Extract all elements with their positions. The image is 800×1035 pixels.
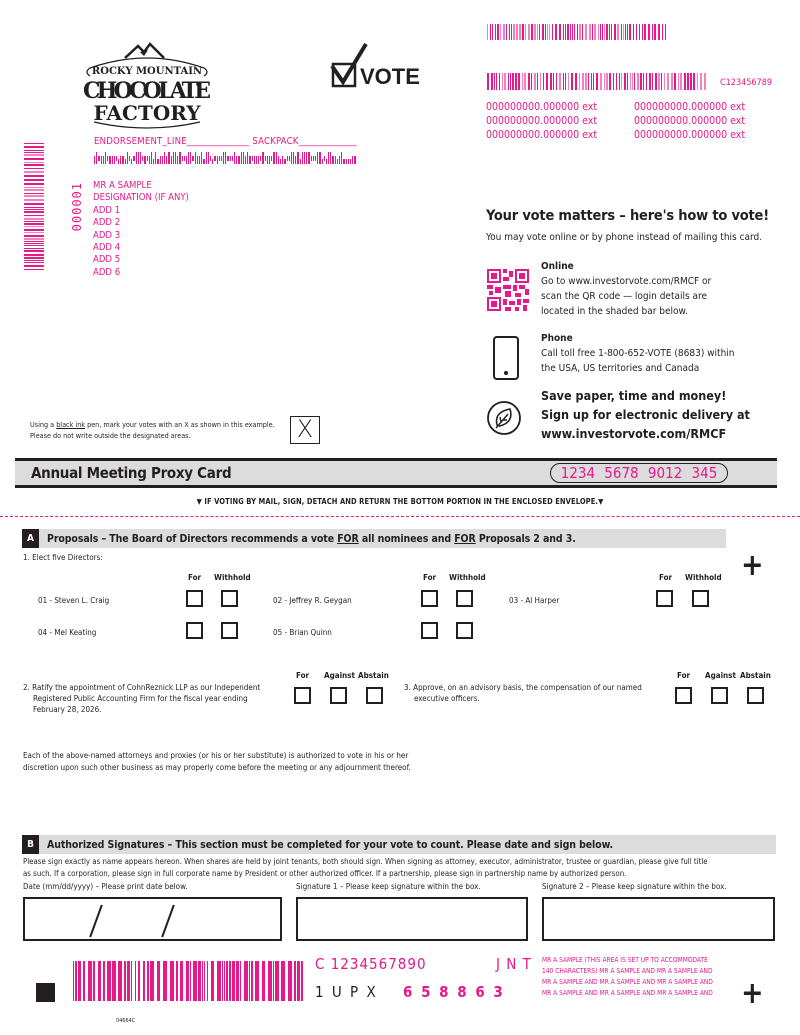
signature-2-box[interactable] [542,897,775,941]
bottom-barcode [73,961,305,1001]
nominee-label: 02 - Jeffrey R. Geygan [273,596,352,605]
section-b-header [22,835,776,854]
registration-plus-mark: + [741,976,764,1011]
nominee-01-for-checkbox[interactable] [186,590,203,607]
nominee-label: 05 - Brian Quinn [273,628,332,637]
example-mark-box: X [290,416,320,444]
vote-logo [330,42,420,92]
discretion-text: Each of the above-named attorneys and proxies (or his or her substitute) is authorized to vote in his or her discretion upon such other business as may properly come before the meeting or any adjournment thereof. [23,751,411,772]
ext-code: 000000000.000000 ext [634,115,746,127]
online-heading: Online [541,261,574,272]
edelivery-line: Sign up for electronic delivery at [541,407,750,422]
footer-fine-print: MR A SAMPLE (THIS AREA IS SET UP TO ACCOMMODATE 140 CHARACTERS) MR A SAMPLE AND MR A SAMPLE AND MR A SAMPLE AND MR A SAMPLE AND MR A SAMPLE AND MR A SAMPLE AND MR A SAMPLE AND MR A SAMPLE AND [542,956,713,997]
nominee-label: 01 - Steven L. Craig [38,596,110,605]
registration-square [36,983,55,1002]
column-header-withhold: Withhold [449,573,486,582]
ext-code: 000000000.000000 ext [634,129,746,141]
address-line: ADD 4 [93,242,121,254]
registration-plus-mark: + [741,548,764,583]
proxy-card-titlebar [15,458,777,488]
nominee-03-for-checkbox[interactable] [656,590,673,607]
signature-1-label: Signature 1 – Please keep signature within the box. [296,882,481,891]
proposal-3-for-checkbox[interactable] [675,687,692,704]
ext-code: 000000000.000000 ext [486,115,598,127]
column-header-abstain: Abstain [740,671,771,680]
perforation-line [0,516,800,517]
nominee-02-for-checkbox[interactable] [421,590,438,607]
footer-upx: 1 U P X [315,983,378,1001]
phone-line: the USA, US territories and Canada [541,363,700,374]
address-line: ADD 5 [93,254,121,266]
address-line: ADD 2 [93,217,121,229]
control-code: C123456789 [720,78,773,88]
footer-control-number: C 1234567890 [315,955,427,973]
pin-code: 1234 5678 9012 345 [550,463,728,483]
signature-2-label: Signature 2 – Please keep signature within the box. [542,882,727,891]
nominee-05-withhold-checkbox[interactable] [456,622,473,639]
column-header-for: For [659,573,673,582]
online-line: scan the QR code — login details are [541,291,708,302]
address-line: ADD 6 [93,266,121,278]
signature-instructions: Please sign exactly as name appears hereon. When shares are held by joint tenants, both should sign. When signing as attorney, executor, administrator, trustee or guardian, please give full title as such. If a corporation, please sign in full corporate name by President or other authorized officer. If a partnership, please sign in partnership name by authorized person. [23,857,708,878]
detach-instructions: ▼ IF VOTING BY MAIL, SIGN, DETACH AND RETURN THE BOTTOM PORTION IN THE ENCLOSED ENVELOPE.▼ [196,497,604,506]
section-badge: A [22,529,39,548]
column-header-abstain: Abstain [358,671,389,680]
section-a-title: Proposals – The Board of Directors recommends a vote FOR all nominees and FOR Proposals 2 and 3. [47,532,576,545]
column-header-for: For [677,671,691,680]
footer-jnt: J N T [496,955,532,973]
nominee-02-withhold-checkbox[interactable] [456,590,473,607]
ext-code: 000000000.000000 ext [634,101,746,113]
marking-instructions: Using a black ink pen, mark your votes with an X as shown in this example. Please do not write outside the designated areas. [30,420,275,440]
ext-code: 000000000.000000 ext [486,129,598,141]
form-number: 04664C [116,1018,136,1024]
ext-code-grid [486,101,764,141]
online-line: located in the shaded bar below. [541,306,688,317]
company-logo [80,42,215,130]
vote-phone-info [541,331,734,376]
top-barcode-2 [487,73,707,90]
phone-line: Call toll free 1-800-652-VOTE (8683) within [541,348,735,359]
phone-heading: Phone [541,333,573,344]
nominee-label: 04 - Mel Keating [38,628,97,637]
edelivery-line[interactable]: www.investorvote.com/RMCF [541,426,727,441]
proposal-2-text: 2. Ratify the appointment of CohnReznick LLP as our Independent Registered Public Accounting Firm for the fiscal year ending February 28, 2026. [23,683,261,714]
edelivery-info [541,386,750,443]
endorsement-line: ENDORSEMENT_LINE______________ SACKPACK_____________ [94,136,357,147]
column-header-for: For [423,573,437,582]
proposal-2-against-checkbox[interactable] [330,687,347,704]
svg-text:FACTORY: FACTORY [93,101,201,125]
column-header-against: Against [324,671,355,680]
section-b-title: Authorized Signatures – This section must be completed for your vote to count. Please date and sign below. [47,838,614,851]
leaf-icon [486,400,522,436]
vote-matters-title: Your vote matters – here's how to vote! [486,208,769,224]
footer-code: 6 5 8 8 6 3 [403,983,505,1001]
column-header-for: For [296,671,310,680]
address-line: ADD 1 [93,204,121,216]
vote-online-info [541,259,711,319]
proposal-3-against-checkbox[interactable] [711,687,728,704]
column-header-withhold: Withhold [214,573,251,582]
signature-1-box[interactable] [296,897,528,941]
nominee-05-for-checkbox[interactable] [421,622,438,639]
proposal-2-for-checkbox[interactable] [294,687,311,704]
nominee-04-for-checkbox[interactable] [186,622,203,639]
nominee-03-withhold-checkbox[interactable] [692,590,709,607]
address-line: MR A SAMPLE [93,180,152,191]
section-badge: B [22,835,39,854]
proposal-3-abstain-checkbox[interactable] [747,687,764,704]
proposal-2-abstain-checkbox[interactable] [366,687,383,704]
qr-code-icon[interactable] [487,269,529,311]
online-line[interactable]: Go to www.investorvote.com/RMCF or [541,276,712,287]
svg-text:ROCKY MOUNTAIN: ROCKY MOUNTAIN [91,66,203,77]
nominee-label: 03 - Al Harper [509,596,560,605]
proposal-1-label: 1. Elect five Directors: [23,553,103,562]
mailing-address [93,180,189,279]
postnet-barcode [94,152,356,164]
edelivery-line: Save paper, time and money! [541,388,727,403]
svg-text:CHOCOLATE: CHOCOLATE [83,78,211,104]
svg-text:VOTE: VOTE [360,64,420,89]
column-header-against: Against [705,671,736,680]
date-label: Date (mm/dd/yyyy) – Please print date below. [23,882,188,891]
address-line: ADD 3 [93,229,121,241]
date-input-box[interactable] [23,897,282,941]
ext-code: 000000000.000000 ext [486,101,598,113]
sequence-number: 000001 [70,182,84,232]
vote-matters-subtitle: You may vote online or by phone instead of mailing this card. [486,232,763,243]
mobile-phone-icon [493,336,519,380]
column-header-withhold: Withhold [685,573,722,582]
column-header-for: For [188,573,202,582]
section-a-header [22,529,726,548]
top-barcode-1 [487,24,667,40]
vertical-barcode [24,143,44,289]
address-line: DESIGNATION (IF ANY) [93,192,189,204]
page-title: Annual Meeting Proxy Card [31,464,232,482]
proposal-3-text: 3. Approve, on an advisory basis, the compensation of our named executive officers. [404,683,642,703]
nominee-01-withhold-checkbox[interactable] [221,590,238,607]
nominee-04-withhold-checkbox[interactable] [221,622,238,639]
